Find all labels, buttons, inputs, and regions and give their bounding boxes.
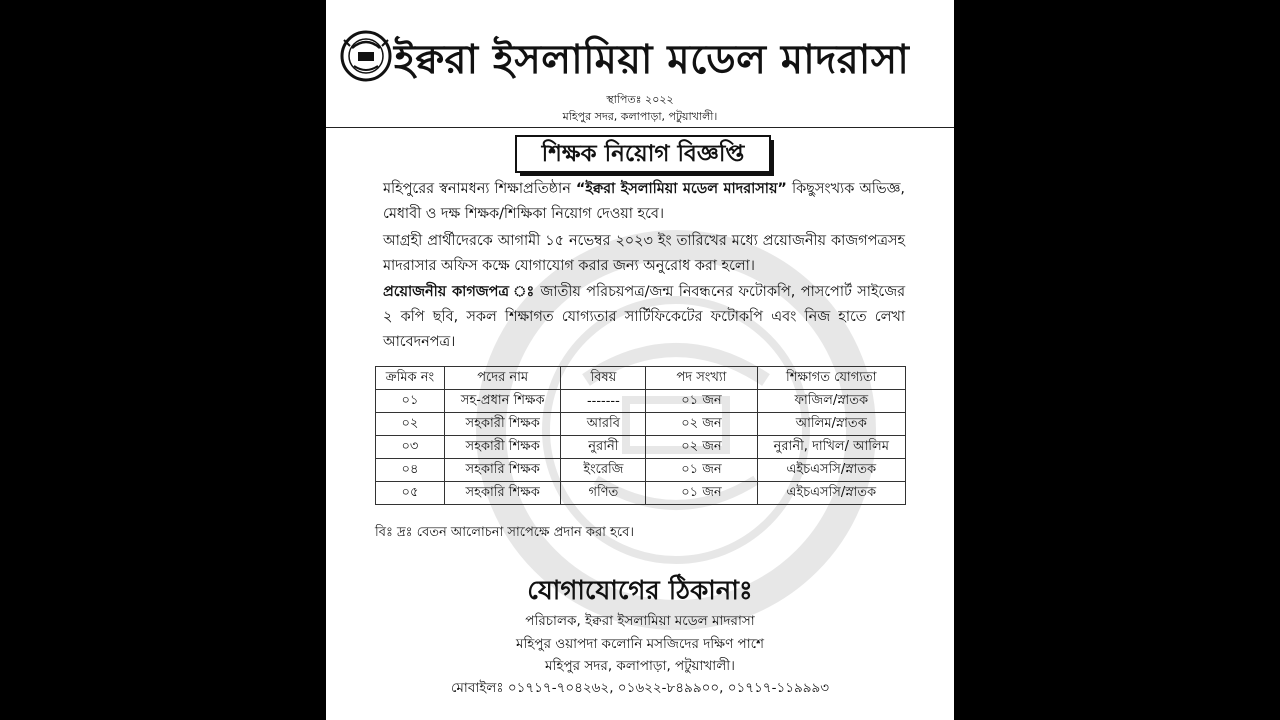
cell: ০১ জন <box>646 390 757 413</box>
madrasa-name-bold: “ইক্বরা ইসলামিয়া মডেল মাদরাসায়” <box>575 181 787 197</box>
cell: সহকারি শিক্ষক <box>444 482 561 505</box>
established-year: স্থাপিতঃ ২০২২ <box>606 93 674 106</box>
cell: ------- <box>561 390 646 413</box>
col-serial: ক্রমিক নং <box>376 367 445 390</box>
cell: ফাজিল/স্নাতক <box>757 390 905 413</box>
cell: ০৩ <box>376 436 445 459</box>
notice-paragraph-2: আগ্রহী প্রার্থীদেরকে আগামী ১৫ নভেম্বর ২০২৩ ইং তারিখের মধ্যে প্রয়োজনীয় কাজগপত্রসহ মাদরাসার অফিস কক্ষে যোগাযোগ করার জন্য অনুরোধ করা হলো। <box>383 233 905 274</box>
para1-text-end: কিছুসংখ্যক অভিজ্ঞ, মেধাবী ও দক্ষ শিক্ষক/শিক্ষিকা নিয়োগ দেওয়া হবে। <box>383 181 905 222</box>
contact-line-1: পরিচালক, ইক্বরা ইসলামিয়া মডেল মাদরাসা <box>525 613 755 629</box>
cell: ০১ <box>376 390 445 413</box>
cell: নুরানী <box>561 436 646 459</box>
cell: সহ-প্রধান শিক্ষক <box>444 390 561 413</box>
cell: এইচএসসি/স্নাতক <box>757 459 905 482</box>
notice-title-box <box>515 135 771 173</box>
table-row <box>376 482 906 505</box>
header-location: মহিপুর সদর, কলাপাড়া, পটুয়াখালী। <box>562 110 718 123</box>
cell: সহকারী শিক্ষক <box>444 436 561 459</box>
cell: ০১ জন <box>646 482 757 505</box>
required-documents-text: জাতীয় পরিচয়পত্র/জন্ম নিবন্ধনের ফটোকপি, পাসপোর্ট সাইজের ২ কপি ছবি, সকল শিক্ষাগত যোগ্যতার সার্টিফিকেটের ফটোকপি এবং নিজ হাতে লেখা আবেদনপত্র। <box>383 284 905 350</box>
cell: সহকারী শিক্ষক <box>444 413 561 436</box>
cell: নুরানী, দাখিল/ আলিম <box>757 436 905 459</box>
notice-paragraph-3 <box>383 280 905 355</box>
para1-text: মহিপুরের স্বনামধন্য শিক্ষাপ্রতিষ্ঠান <box>383 181 576 197</box>
madrasa-title: ইক্বরা ইসলামিয়া মডেল মাদরাসা <box>394 37 910 83</box>
cell: গণিত <box>561 482 646 505</box>
cell: ০৪ <box>376 459 445 482</box>
cell: ০২ জন <box>646 436 757 459</box>
cell: সহকারি শিক্ষক <box>444 459 561 482</box>
cell: ইংরেজি <box>561 459 646 482</box>
notice-page <box>326 0 954 720</box>
col-count: পদ সংখ্যা <box>646 367 757 390</box>
vacancy-table <box>375 366 906 505</box>
header-divider <box>326 127 954 128</box>
table-row <box>376 459 906 482</box>
table-row <box>376 390 906 413</box>
notice-paragraph-1 <box>383 177 905 227</box>
required-documents-label: প্রয়োজনীয় কাগজপত্র ঃ <box>383 284 535 300</box>
contact-line-3: মহিপুর সদর, কলাপাড়া, পটুয়াখালী। <box>545 658 735 674</box>
cell: ০২ জন <box>646 413 757 436</box>
col-post: পদের নাম <box>444 367 561 390</box>
col-qualification: শিক্ষাগত যোগ্যতা <box>757 367 905 390</box>
table-row <box>376 413 906 436</box>
cell: এইচএসসি/স্নাতক <box>757 482 905 505</box>
cell: ০১ জন <box>646 459 757 482</box>
contact-line-2: মহিপুর ওয়াপদা কলোনি মসজিদের দক্ষিণ পাশে <box>515 636 765 652</box>
contact-title: যোগাযোগের ঠিকানাঃ <box>527 576 753 606</box>
madrasa-emblem-icon <box>340 26 392 84</box>
cell: ০৫ <box>376 482 445 505</box>
contact-phone: মোবাইলঃ ০১৭১৭-৭০৪২৬২, ০১৬২২-৮৪৯৯০০, ০১৭১৭-১১৯৯৯৩ <box>450 680 830 696</box>
notice-title: শিক্ষক নিয়োগ বিজ্ঞপ্তি <box>541 140 745 167</box>
cell: ০২ <box>376 413 445 436</box>
table-row <box>376 436 906 459</box>
salary-note: বিঃ দ্রঃ বেতন আলোচনা সাপেক্ষে প্রদান করা হবে। <box>375 525 634 540</box>
table-header-row <box>376 367 906 390</box>
col-subject: বিষয় <box>561 367 646 390</box>
cell: আরবি <box>561 413 646 436</box>
cell: আলিম/স্নাতক <box>757 413 905 436</box>
